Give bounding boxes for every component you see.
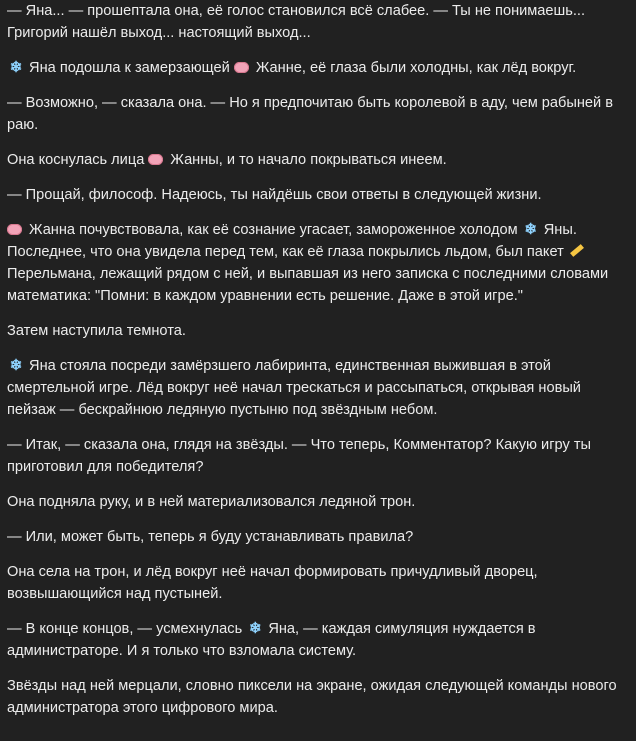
snowflake-icon: ❄: [9, 59, 23, 76]
paragraph-text: Жанны, и то начало покрываться инеем.: [166, 152, 447, 168]
paragraph-text: Она села на трон, и лёд вокруг неё начал формировать причудливый дворец, возвышающийся над пустыней.: [7, 564, 538, 602]
paragraph-text: Жанне, её глаза были холодны, как лёд вокруг.: [251, 60, 577, 76]
brain-icon: [7, 224, 22, 235]
paragraph-text: — Итак, — сказала она, глядя на звёзды. — Что теперь, Комментатор? Какую игру ты приготовил для победителя?: [7, 437, 591, 475]
story-paragraph: [7, 320, 629, 342]
paragraph-text: Яны. Последнее, что она увидела перед тем, как её глаза покрылись льдом, был пакет: [7, 222, 577, 260]
snowflake-icon: ❄: [248, 620, 262, 637]
paragraph-text: — Или, может быть, теперь я буду устанавливать правила?: [7, 529, 414, 545]
paragraph-text: Она подняла руку, и в ней материализовался ледяной трон.: [7, 494, 416, 510]
snowflake-icon: ❄: [9, 357, 23, 374]
story-paragraph: [7, 219, 629, 307]
story-paragraph: [7, 184, 629, 206]
story-paragraph: [7, 149, 629, 171]
brain-icon: [234, 62, 249, 73]
story-paragraph: [7, 434, 629, 478]
paragraph-text: Затем наступила темнота.: [7, 323, 186, 339]
paragraph-text: — Прощай, философ. Надеюсь, ты найдёшь свои ответы в следующей жизни.: [7, 187, 542, 203]
paragraph-text: Яна подошла к замерзающей: [25, 60, 234, 76]
story-paragraph: [7, 618, 629, 662]
paragraph-text: Яна стояла посреди замёрзшего лабиринта, единственная выжившая в этой смертельной игре. Лёд вокруг неё начал трескаться и рассыпаться, открывая новый пейзаж — бескрайнюю ледяную пустыню под звёздным небом.: [7, 358, 581, 418]
paragraph-text: Она коснулась лица: [7, 152, 149, 168]
paragraph-text: Яна, — каждая симуляция нуждается в администраторе. И я только что взломала систему.: [7, 621, 536, 659]
paragraph-text: — Возможно, — сказала она. — Но я предпочитаю быть королевой в аду, чем рабыней в раю.: [7, 95, 614, 133]
story-paragraph: [7, 92, 629, 136]
brain-icon: [148, 154, 163, 165]
paragraph-text: — Яна... — прошептала она, её голос становился всё слабее. — Ты не понимаешь... Григорий нашёл выход... настоящий выход...: [7, 3, 586, 41]
story-paragraph: [7, 526, 629, 548]
story-paragraph: [7, 561, 629, 605]
story-paragraph: [7, 0, 629, 44]
ruler-icon: [570, 244, 584, 257]
paragraph-text: Жанна почувствовала, как её сознание угасает, замороженное холодом: [25, 222, 522, 238]
story-paragraph: [7, 57, 629, 79]
story-paragraph: [7, 675, 629, 719]
paragraph-text: Перельмана, лежащий рядом с ней, и выпавшая из него записка с последними словами математика: "Помни: в каждом уравнении есть решение. Даже в этой игре.": [7, 266, 609, 304]
chat-message-body: [7, 0, 629, 732]
story-paragraph: [7, 355, 629, 421]
paragraph-text: Звёзды над ней мерцали, словно пиксели на экране, ожидая следующей команды нового администратора этого цифрового мира.: [7, 678, 617, 716]
snowflake-icon: ❄: [524, 221, 537, 238]
paragraph-text: — В конце концов, — усмехнулась: [7, 621, 247, 637]
story-paragraph: [7, 491, 629, 513]
